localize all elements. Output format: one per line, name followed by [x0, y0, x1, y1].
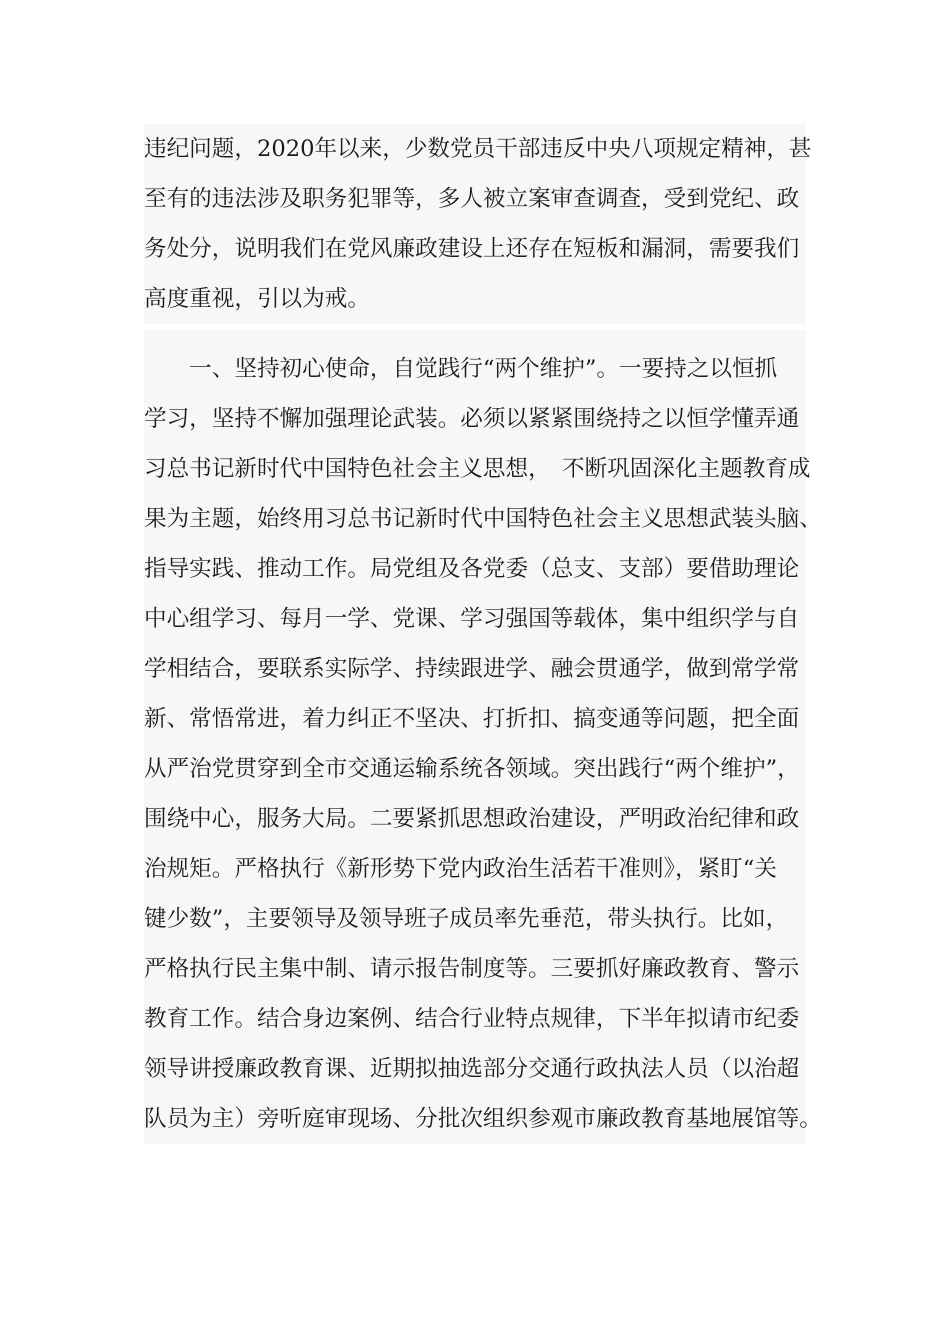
text-line: 务处分，说明我们在党风廉政建设上还存在短板和漏洞，需要我们 [144, 236, 800, 262]
text-line: 一、坚持初心使命，自觉践行“两个维护”。一要持之以恒抓 [144, 356, 778, 382]
text-line: 高度重视，引以为戒。 [144, 286, 370, 312]
text-line: 领导讲授廉政教育课、近期拟抽选部分交通行政执法人员（以治超 [144, 1056, 800, 1082]
text-line: 队员为主）旁听庭审现场、分批次组织参观市廉政教育基地展馆等。 [144, 1106, 822, 1132]
paragraph-1 [144, 124, 812, 324]
text-line: 围绕中心，服务大局。二要紧抓思想政治建设，严明政治纪律和政 [144, 806, 800, 832]
text-line: 习总书记新时代中国特色社会主义思想， 不断巩固深化主题教育成 [144, 456, 811, 482]
text-line: 指导实践、推动工作。局党组及各党委（总支、支部）要借助理论 [144, 556, 800, 582]
text-line: 教育工作。结合身边案例、结合行业特点规律，下半年拟请市纪委 [144, 1006, 800, 1032]
text-line: 中心组学习、每月一学、党课、学习强国等载体，集中组织学与自 [144, 606, 800, 632]
text-line: 键少数”，主要领导及领导班子成员率先垂范，带头执行。比如， [144, 906, 789, 932]
text-line: 治规矩。严格执行《新形势下党内政治生活若干准则》，紧盯“关 [144, 856, 777, 882]
text-line: 从严治党贯穿到全市交通运输系统各领域。突出践行“两个维护”， [144, 756, 800, 782]
text-line: 果为主题，始终用习总书记新时代中国特色社会主义思想武装头脑、 [144, 506, 822, 532]
text-line: 违纪问题，2020年以来，少数党员干部违反中央八项规定精神，甚 [144, 136, 812, 162]
text-line: 至有的违法涉及职务犯罪等，多人被立案审查调查，受到党纪、政 [144, 186, 800, 212]
text-line: 严格执行民主集中制、请示报告制度等。三要抓好廉政教育、警示 [144, 956, 800, 982]
text-line: 学相结合，要联系实际学、持续跟进学、融会贯通学，做到常学常 [144, 656, 800, 682]
paragraph-2 [144, 330, 822, 1144]
text-line: 新、常悟常进，着力纠正不坚决、打折扣、搞变通等问题，把全面 [144, 706, 800, 732]
text-line: 学习，坚持不懈加强理论武装。必须以紧紧围绕持之以恒学懂弄通 [144, 406, 800, 432]
